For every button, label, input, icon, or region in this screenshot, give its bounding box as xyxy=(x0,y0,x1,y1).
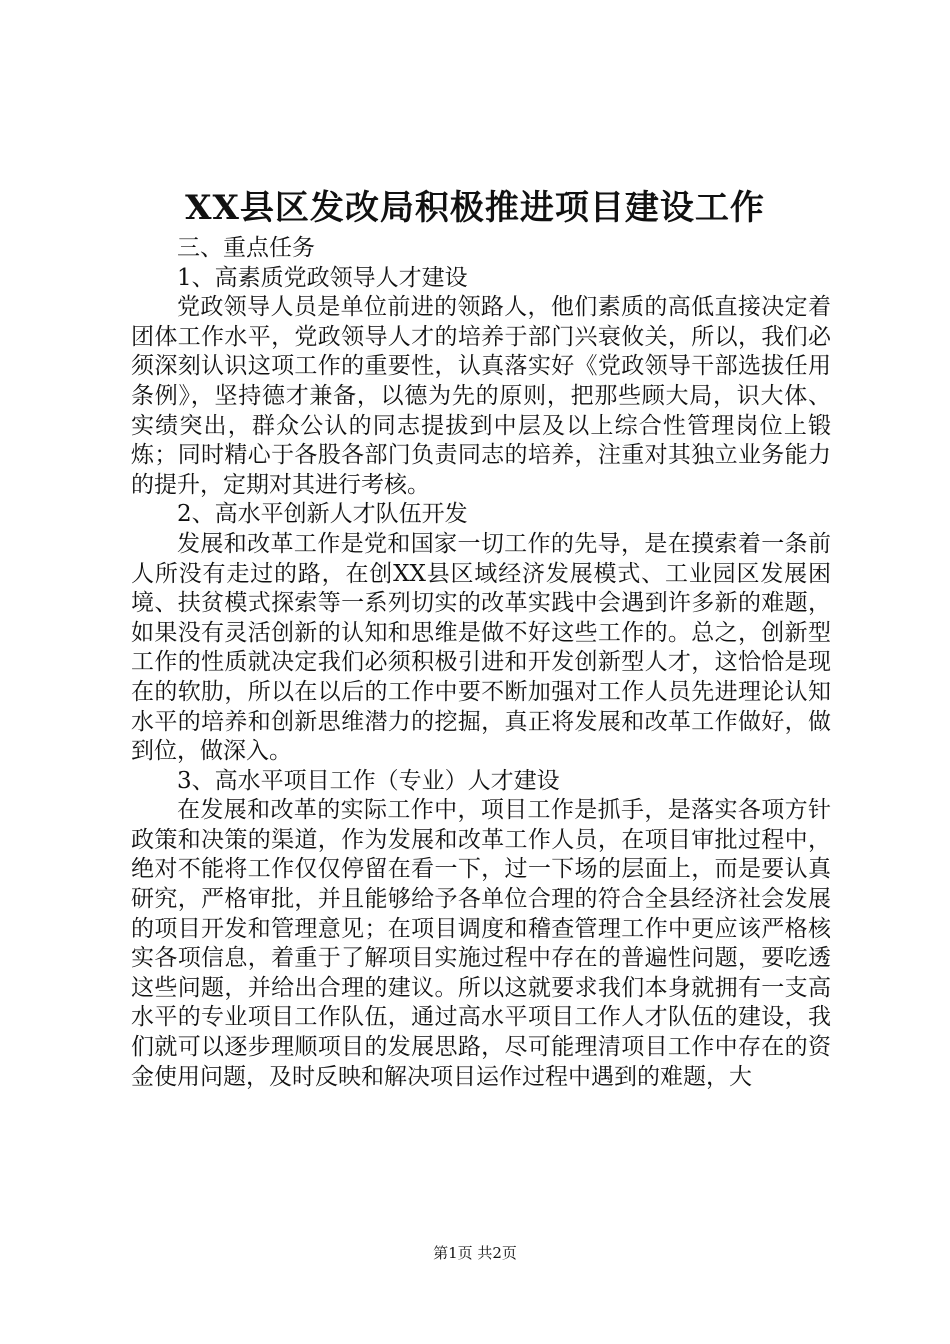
subsection-heading-1: 1、高素质党政领导人才建设 xyxy=(177,264,468,291)
page-number-footer: 第1页 共2页 xyxy=(433,1244,517,1262)
paragraph-2: 发展和改革工作是党和国家一切工作的先导，是在摸索着一条前人所没有走过的路，在创XX县区域经济发展模式、工业园区发展困境、扶贫模式探索等一系列切实的改革实践中会遇到许多新的难题，如果没有灵活创新的认知和思维是做不好这些工作的。总之，创新型工作的性质就决定我们必须积极引进和开发创新型人才，这恰恰是现在的软肋，所以在以后的工作中要不断加强对工作人员先进理论认知水平的培养和创新思维潜力的挖掘，真正将发展和改革工作做好，做到位，做深入。 xyxy=(131,530,831,765)
subsection-heading-2: 2、高水平创新人才队伍开发 xyxy=(177,501,468,528)
section-heading-key-tasks: 三、重点任务 xyxy=(177,235,315,261)
document-title: XX县区发改局积极推进项目建设工作 xyxy=(185,188,765,228)
subsection-heading-3: 3、高水平项目工作（专业）人才建设 xyxy=(177,767,560,794)
paragraph-3: 在发展和改革的实际工作中，项目工作是抓手，是落实各项方针政策和决策的渠道，作为发展和改革工作人员，在项目审批过程中，绝对不能将工作仅仅停留在看一下，过一下场的层面上，而是要认真研究，严格审批，并且能够给予各单位合理的符合全县经济社会发展的项目开发和管理意见；在项目调度和稽查管理工作中更应该严格核实各项信息，着重于了解项目实施过程中存在的普遍性问题，要吃透这些问题，并给出合理的建议。所以这就要求我们本身就拥有一支高水平的专业项目工作队伍，通过高水平项目工作人才队伍的建设，我们就可以逐步理顺项目的发展思路，尽可能理清项目工作中存在的资金使用问题，及时反映和解决项目运作过程中遇到的难题，大 xyxy=(131,797,831,1090)
paragraph-1: 党政领导人员是单位前进的领路人，他们素质的高低直接决定着团体工作水平，党政领导人才的培养于部门兴衰攸关，所以，我们必须深刻认识这项工作的重要性，认真落实好《党政领导干部选拔任用条例》，坚持德才兼备，以德为先的原则，把那些顾大局，识大体、实绩突出，群众公认的同志提拔到中层及以上综合性管理岗位上锻炼；同时精心于各股各部门负责同志的培养，注重对其独立业务能力的提升，定期对其进行考核。 xyxy=(131,294,831,498)
document-body xyxy=(131,234,831,1092)
